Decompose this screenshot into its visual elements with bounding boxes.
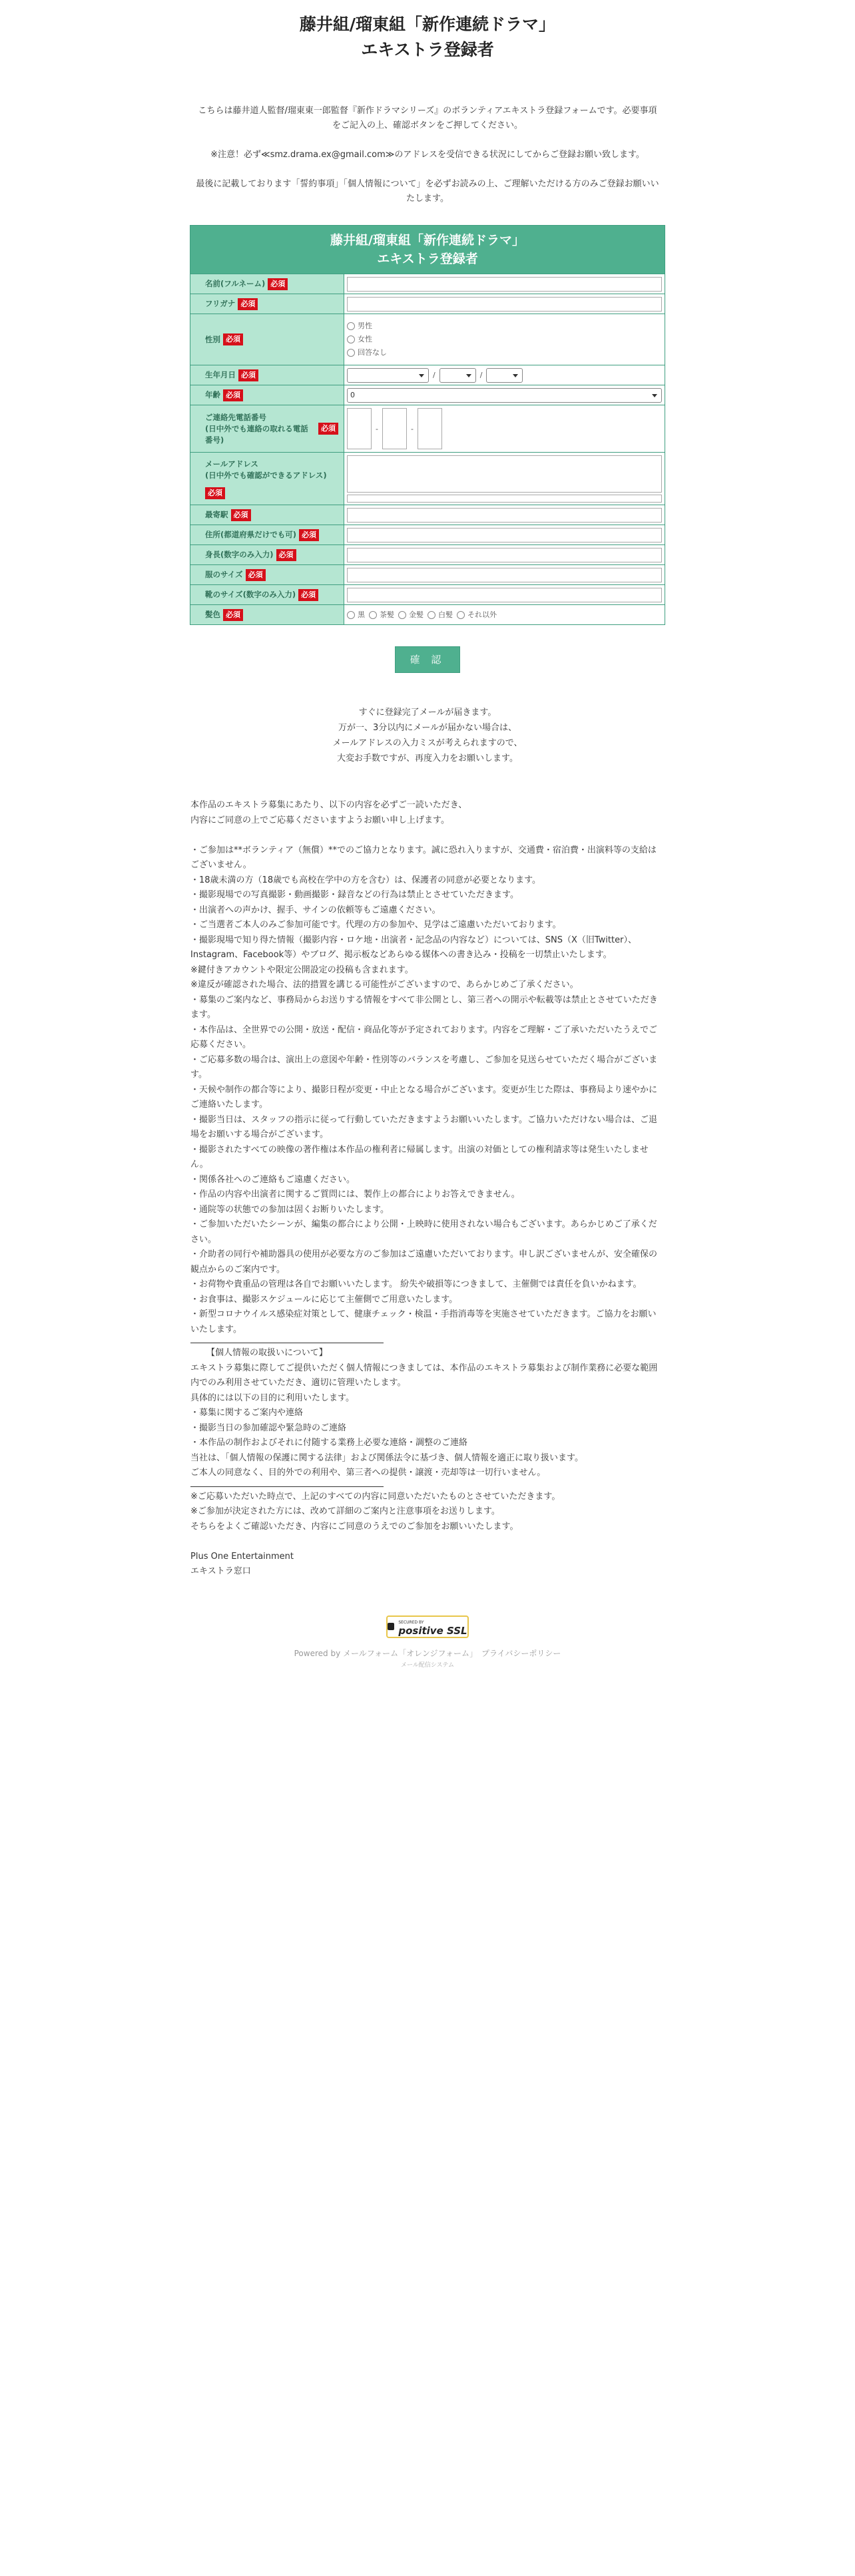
required-badge: 必須 (238, 298, 258, 310)
required-badge: 必須 (231, 509, 251, 521)
label-furigana: フリガナ (205, 299, 236, 308)
footer-small-text: メール配信システム (401, 1661, 454, 1669)
label-clothes: 服のサイズ (205, 570, 243, 579)
label-hair: 髪色 (205, 610, 220, 619)
hair-option-brown[interactable]: 茶髪 (369, 608, 394, 622)
row-email (190, 452, 665, 505)
required-badge: 必須 (205, 487, 225, 499)
page-title-line2: エキストラ登録者 (361, 40, 494, 59)
intro-text: こちらは藤井道人監督/瑠東東一郎監督『新作ドラマシリーズ』のボランティアエキストラ登録フォームです。必要事項をご記入の上、確認ボタンをご押してください。 (198, 106, 657, 130)
label-email: メールアドレス (日中外でも確認ができるアドレス) (205, 459, 327, 480)
gender-option-none[interactable]: 回答なし (347, 346, 387, 359)
radio-button[interactable] (369, 611, 377, 619)
required-badge: 必須 (238, 369, 258, 381)
required-badge: 必須 (299, 529, 319, 541)
row-name (190, 274, 665, 294)
address-input[interactable] (347, 528, 662, 542)
gender-option-male[interactable]: 男性 (347, 320, 372, 333)
hair-option-black[interactable]: 黒 (347, 608, 365, 622)
email-input[interactable] (347, 455, 662, 493)
page-title-line1: 藤井組/瑠東組「新作連続ドラマ」 (299, 15, 556, 34)
hair-option-other[interactable]: それ以外 (457, 608, 497, 622)
form-header-line1: 藤井組/瑠東組「新作連続ドラマ」 (330, 233, 525, 248)
hair-option-white[interactable]: 白髪 (428, 608, 453, 622)
radio-button[interactable] (347, 611, 355, 619)
shoe-size-input[interactable] (347, 588, 662, 602)
label-station: 最寄駅 (205, 510, 228, 519)
row-birthday: 生年月日 必須 / / (190, 365, 665, 385)
row-furigana (190, 294, 665, 314)
ssl-badge[interactable]: SECURED BY positive SSL (386, 1615, 469, 1638)
phone-part2-input[interactable] (382, 408, 407, 449)
intro (194, 104, 661, 206)
row-height (190, 544, 665, 564)
radio-button[interactable] (428, 611, 435, 619)
phone-part1-input[interactable] (347, 408, 372, 449)
label-shoes: 靴のサイズ(数字のみ入力) (205, 590, 296, 599)
registration-form (190, 225, 665, 625)
age-select[interactable]: 0 (347, 388, 662, 403)
lock-icon (388, 1623, 394, 1630)
clothes-size-input[interactable] (347, 568, 662, 582)
radio-button[interactable] (347, 322, 355, 330)
confirm-button[interactable]: 確 認 (395, 646, 460, 673)
radio-button[interactable] (347, 349, 355, 357)
birth-year-select[interactable] (347, 368, 429, 383)
station-input[interactable] (347, 508, 662, 523)
birth-month-select[interactable] (439, 368, 476, 383)
required-badge: 必須 (246, 569, 266, 581)
radio-button[interactable] (398, 611, 406, 619)
row-address (190, 525, 665, 544)
privacy-title: 【個人情報の取扱いについて】 (206, 1348, 328, 1358)
row-clothes (190, 564, 665, 584)
label-name: 名前(フルネーム) (205, 279, 266, 288)
org-name: Plus One Entertainment (190, 1551, 294, 1562)
name-input[interactable] (347, 277, 662, 292)
radio-button[interactable] (457, 611, 465, 619)
label-height: 身長(数字のみ入力) (205, 550, 274, 559)
divider (190, 1486, 384, 1487)
row-phone: ご連絡先電話番号 (日中外でも連絡の取れる電話番号) 必須 - - (190, 405, 665, 452)
required-badge: 必須 (268, 278, 288, 290)
label-phone: ご連絡先電話番号 (日中外でも連絡の取れる電話番号) (205, 412, 308, 445)
intro-warning: ※注意！必ず≪smz.drama.ex@gmail.com≫のアドレスを受信できる状況にしてからご登録お願い致します。 (210, 150, 645, 160)
row-shoes (190, 584, 665, 604)
required-badge: 必須 (298, 589, 318, 601)
intro-read-terms: 最後に記載しております「誓約事項」「個人情報について」を必ずお読みの上、ご理解いただける方のみご登録お願いいたします。 (196, 179, 659, 204)
gender-option-female[interactable]: 女性 (347, 333, 372, 346)
terms-section: 本作品のエキストラ募集にあたり、以下の内容を必ずご一読いただき、 内容にご同意の上でご応募くださいますようお願い申し上げます。 ・ご参加は**ボランティア（無償）**でのご協力となります。誠に恐れ入りますが、交通費・宿泊費・出演料等の支給はございません。 ・18歳未満の方（18歳でも高校在学中の方を含む）は、保護者の同意が必要となります。 ・撮影現場での写真撮影・動画撮影・録音などの行為は禁止とさせていただきます。 ・出演者への声かけ、握手、サインの依頼等もご遠慮ください。 ・ご当選者ご本人のみご参加可能です。代理の方の参加や、見学はご遠慮いただいております。 ・撮影現場で知り得た情報（撮影内容・ロケ地・出演者・記念品の内容など）については、SNS（X（旧Twitter）、Instagram、Facebook等）やブログ、掲示板などあらゆる媒体への書き込み・投稿を一切禁止いたします。 ※鍵付きアカウントや限定公開設定の投稿も含まれます。 ※違反が確認された場合、法的措置を講じる可能性がございますので、あらかじめご了承ください。 ・募集のご案内など、事務局からお送りする情報をすべて非公開とし、第三者への開示や転載等は禁止とさせていただきます。 ・本作品は、全世界での公開・放送・配信・商品化等が予定されております。内容をご理解・ご了承いただいたうえでご応募ください。 ・ご応募多数の場合は、演出上の意図や年齢・性別等のバランスを考慮し、ご参加を見送らせていただく場合がございます。 ・天候や制作の都合等により、撮影日程が変更・中止となる場合がございます。変更が生じた際は、事務局より速やかにご連絡いたします。 ・撮影当日は、スタッフの指示に従って行動していただきますようお願いいたします。ご協力いただけない場合は、ご退場をお願いする場合がございます。 ・撮影されたすべての映像の著作権は本作品の権利者に帰属します。出演の対価としての権利請求等は発生いたしません。 ・関係各社へのご連絡もご遠慮ください。 ・作品の内容や出演者に関するご質問には、製作上の都合によりお答えできません。 ・通院等の状態での参加は固くお断りいたします。 ・ご参加いただいたシーンが、編集の都合により公開・上映時に使用されない場合もございます。あらかじめご了承ください。 ・介助者の同行や補助器具の使用が必要な方のご参加はご遠慮いただいております。申し訳ございませんが、安全確保の観点からのご案内です。 ・お荷物や貴重品の管理は各自でお願いいたします。 紛失や破損等につきまして、主催側では責任を負いかねます。 ・お食事は、撮影スケジュールに応じて主催側でご用意いたします。 ・新型コロナウイルス感染症対策として、健康チェック・検温・手指消毒等を実施させていただきます。ご協力をお願いいたします。 【個人情報の取扱いについて】 エキストラ募集に際してご提供いただく個人情報につきましては、本作品のエキストラ募集および制作業務に必要な範囲内でのみ利用させていただき、適切に管理いたします。 具体的には以下の目的に利用いたします。 ・募集に関するご案内や連絡 ・撮影当日の参加確認や緊急時のご連絡 ・本作品の制作およびそれに付随する業務上必要な連絡・調整のご連絡 当社は、「個人情報の保護に関する法律」および関係法令に基づき、個人情報を適正に取り扱います。 ご本人の同意なく、目的外での利用や、第三者への提供・譲渡・売却等は一切行いません。 ※ご応募いただいた時点で、上記のすべての内容に同意いただいたものとさせていただきます。 ※ご参加が決定された方には、改めて詳細のご案内と注意事項をお送りします。 そちらをよくご確認いただき、内容にご同意のうえでのご参加をお願いいたします。 Plus One Entertainment エキストラ窓口 (190, 798, 665, 1580)
required-badge: 必須 (276, 549, 296, 561)
label-address: 住所(都道府県だけでも可) (205, 530, 297, 539)
birth-day-select[interactable] (486, 368, 523, 383)
form-header (190, 226, 665, 274)
powered-by-link[interactable]: Powered by メールフォーム「オレンジフォーム」 プライバシーポリシー (294, 1648, 561, 1658)
row-age (190, 385, 665, 405)
furigana-input[interactable] (347, 297, 662, 312)
required-badge: 必須 (318, 423, 338, 435)
phone-part3-input[interactable] (418, 408, 442, 449)
required-badge: 必須 (223, 389, 243, 401)
label-gender: 性別 (205, 334, 220, 344)
hair-option-blonde[interactable]: 金髪 (398, 608, 424, 622)
email-confirm-input[interactable] (347, 495, 662, 503)
row-gender (190, 314, 665, 365)
label-age: 年齢 (205, 390, 220, 399)
required-badge: 必須 (223, 333, 243, 345)
row-hair (190, 604, 665, 624)
form-header-line2: エキストラ登録者 (377, 252, 478, 266)
required-badge: 必須 (223, 609, 243, 621)
org-desk: エキストラ窓口 (190, 1566, 251, 1576)
page-title (0, 12, 855, 63)
height-input[interactable] (347, 548, 662, 562)
label-birthday: 生年月日 (205, 370, 236, 379)
radio-button[interactable] (347, 335, 355, 343)
submit-notice: すぐに登録完了メールが届きます。 万が一、3分以内にメールが届かない場合は、 メールアドレスの入力ミスが考えられますので、 大変お手数ですが、再度入力をお願いします。 (332, 708, 523, 763)
row-station (190, 505, 665, 525)
